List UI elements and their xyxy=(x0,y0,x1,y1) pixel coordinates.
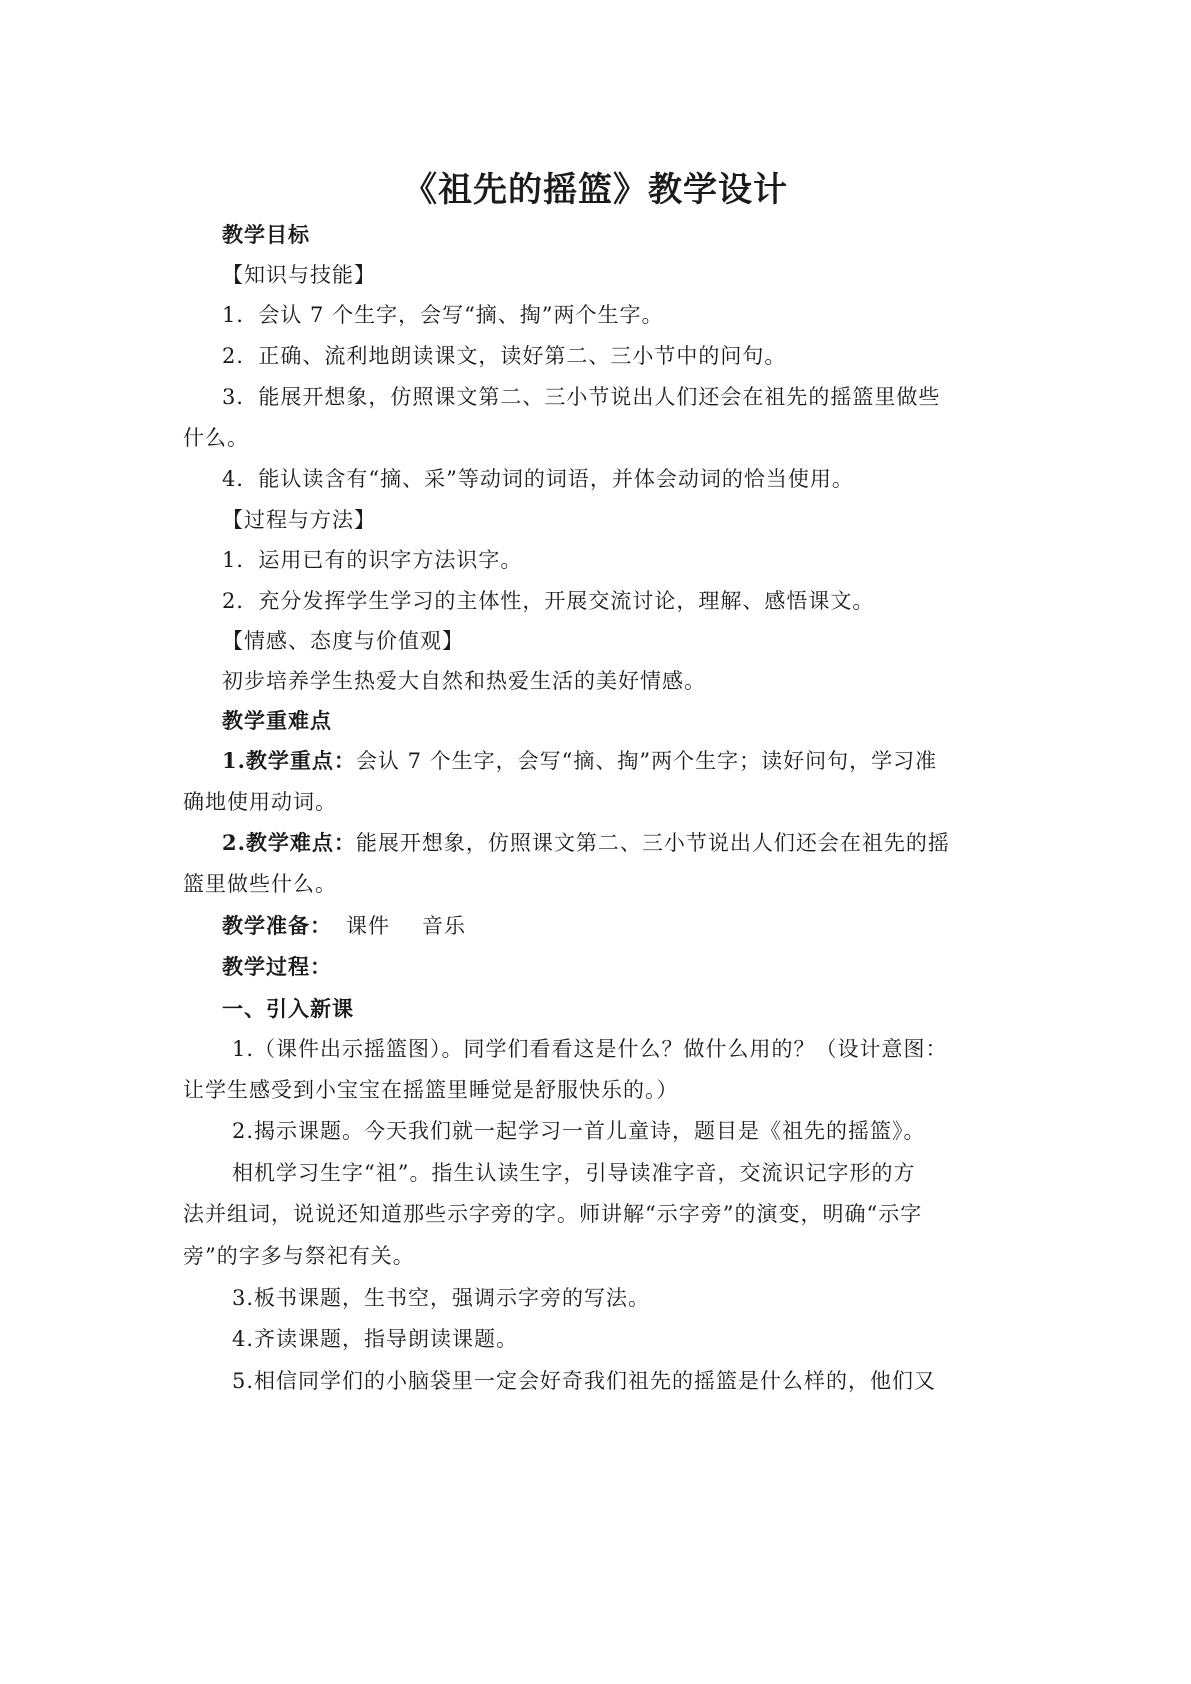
process-item-1: 1．运用已有的识字方法识字。 xyxy=(222,548,523,572)
step-1: 1.（课件出示摇篮图）。同学们看看这是什么？做什么用的？（设计意图： xyxy=(232,1037,948,1061)
part-1-heading: 一、引入新课 xyxy=(222,996,354,1021)
section-knowledge-heading: 【知识与技能】 xyxy=(222,263,376,287)
key-point-1-text: 会认 7 个生字，会写“摘、掏”两个生字；读好问句，学习准 xyxy=(355,749,938,773)
step-3: 3.板书课题，生书空，强调示字旁的写法。 xyxy=(232,1286,651,1310)
knowledge-item-1: 1．会认 7 个生字，会写“摘、掏”两个生字。 xyxy=(222,303,664,327)
goals-heading: 教学目标 xyxy=(222,222,310,247)
step-1-continued: 让学生感受到小宝宝在摇篮里睡觉是舒服快乐的。） xyxy=(183,1078,679,1102)
preparation-item-courseware: 课件 xyxy=(346,914,390,938)
step-2-paragraph-line-2: 法并组词，说说还知道那些示字旁的字。师讲解“示字旁”的演变，明确“示字 xyxy=(183,1202,923,1226)
key-point-1-label: 1.教学重点： xyxy=(222,748,356,773)
knowledge-item-2: 2．正确、流利地朗读课文，读好第二、三小节中的问句。 xyxy=(222,344,787,368)
step-2-paragraph: 相机学习生字“祖”。指生认读生字，引导读准字音，交流识记字形的方 xyxy=(232,1161,916,1185)
key-point-2-label: 2.教学难点： xyxy=(222,830,356,855)
preparation-item-music: 音乐 xyxy=(422,914,466,938)
step-2-paragraph-line-3: 旁”的字多与祭祀有关。 xyxy=(183,1244,415,1268)
knowledge-item-3: 3．能展开想象，仿照课文第二、三小节说出人们还会在祖先的摇篮里做些 xyxy=(222,385,941,409)
step-4: 4.齐读课题，指导朗读课题。 xyxy=(232,1327,519,1351)
document-title: 《祖先的摇篮》教学设计 xyxy=(403,170,788,210)
knowledge-item-3-continued: 什么。 xyxy=(183,426,249,450)
key-point-2-continued: 篮里做些什么。 xyxy=(183,872,337,896)
key-points-heading: 教学重难点 xyxy=(222,708,332,733)
section-emotion-heading: 【情感、态度与价值观】 xyxy=(222,629,464,653)
step-5: 5.相信同学们的小脑袋里一定会好奇我们祖先的摇篮是什么样的，他们又 xyxy=(232,1369,937,1393)
key-point-1-continued: 确地使用动词。 xyxy=(183,790,337,814)
section-process-heading: 【过程与方法】 xyxy=(222,508,376,532)
preparation-label: 教学准备： xyxy=(222,913,332,938)
process-heading: 教学过程： xyxy=(222,954,332,979)
key-point-1 xyxy=(222,746,937,776)
emotion-item-1: 初步培养学生热爱大自然和热爱生活的美好情感。 xyxy=(222,669,706,693)
knowledge-item-4: 4．能认读含有“摘、采”等动词的词语，并体会动词的恰当使用。 xyxy=(222,467,854,491)
preparation-line xyxy=(222,911,466,941)
process-item-2: 2．充分发挥学生学习的主体性，开展交流讨论，理解、感悟课文。 xyxy=(222,589,875,613)
step-2: 2.揭示课题。今天我们就一起学习一首儿童诗，题目是《祖先的摇篮》。 xyxy=(232,1119,926,1143)
key-point-2-text: 能展开想象，仿照课文第二、三小节说出人们还会在祖先的摇 xyxy=(355,831,950,855)
key-point-2 xyxy=(222,828,950,858)
